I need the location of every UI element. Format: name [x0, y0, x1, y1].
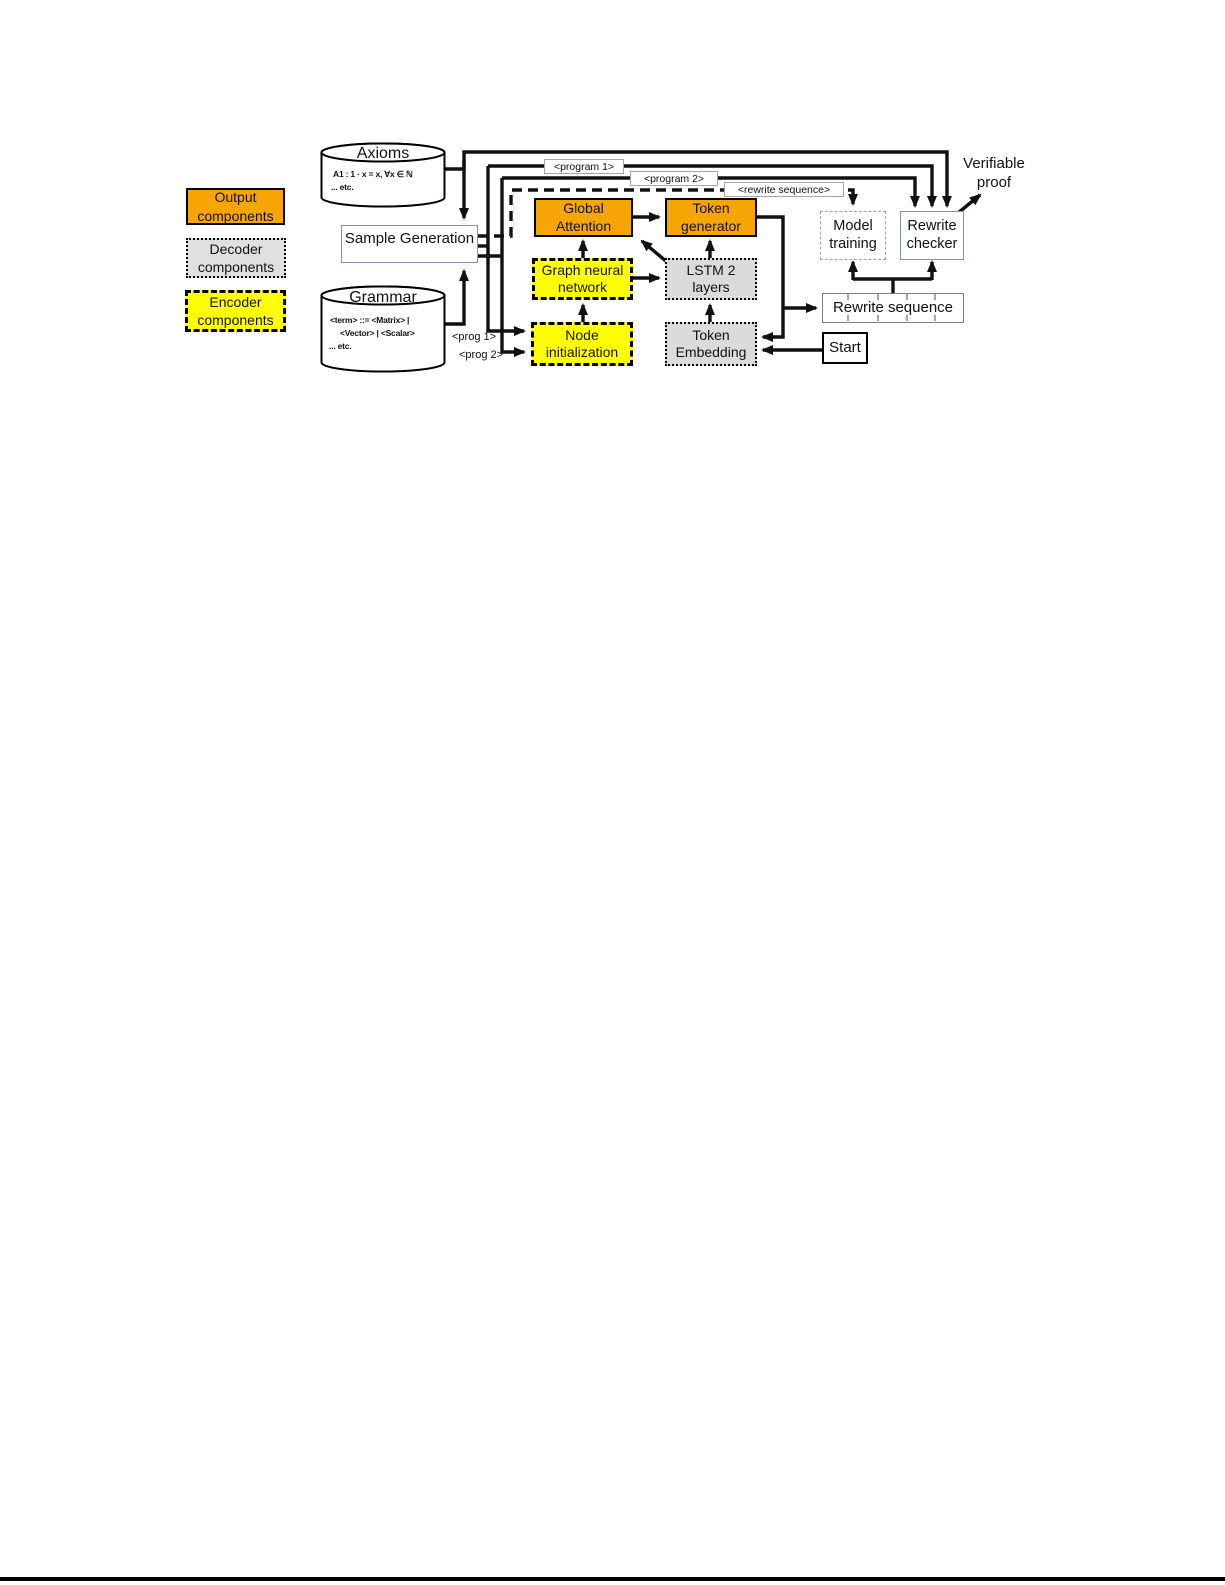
rewrite-sequence-cell-ticks — [823, 294, 962, 321]
global-attention-box — [534, 198, 633, 237]
start-box — [822, 332, 868, 364]
token-embedding-box — [665, 322, 757, 366]
prog1-edge-label — [452, 331, 496, 343]
legend-encoder-label: Encoder components — [197, 293, 274, 328]
grammar-content-line1: <term> ::= <Matrix> | — [330, 315, 410, 325]
edge-rewrite-sequence-split — [853, 279, 932, 293]
global-attention-label: Global Attention — [555, 200, 612, 234]
edge-program2-to-node-initialization — [502, 178, 524, 352]
axioms-title: Axioms — [356, 145, 410, 162]
axioms-content-line1: A1 : 1 · x = x, ∀x ∈ ℕ — [333, 169, 413, 179]
model-training-label: Model training — [829, 217, 877, 252]
rewrite-sequence-edge-label-text: <rewrite sequence> — [737, 183, 831, 196]
model-training-box — [820, 211, 886, 260]
token-generator-label: Token generator — [681, 200, 741, 234]
verifiable-proof-annotation: Verifiable proof — [963, 155, 1025, 191]
sample-generation-box — [341, 225, 478, 263]
program1-edge-label-text: <program 1> — [553, 160, 615, 173]
start-label: Start — [829, 338, 861, 356]
grammar-datastore — [320, 285, 446, 373]
page-bottom-rule — [0, 1577, 1225, 1581]
prog1-edge-label-text: <prog 1> — [452, 331, 497, 343]
edge-token-generator-to-token-embedding — [757, 217, 783, 337]
legend-output-label: Output components — [197, 189, 274, 224]
program2-edge-label-text: <program 2> — [643, 172, 705, 185]
graph-neural-network-box — [532, 258, 633, 300]
prog2-edge-label — [459, 349, 503, 361]
legend-encoder-components — [185, 290, 286, 332]
edge-grammar-to-sample-generation — [445, 271, 464, 324]
rewrite-sequence-label: Rewrite sequence — [832, 298, 954, 316]
program2-edge-label — [630, 171, 718, 186]
lstm-2-layers-box — [665, 258, 757, 300]
token-embedding-label: Token Embedding — [675, 326, 747, 360]
rewrite-sequence-box — [822, 293, 964, 323]
rewrite-checker-box — [900, 211, 964, 260]
rewrite-checker-label: Rewrite checker — [906, 217, 958, 252]
grammar-content-line3: ... etc. — [329, 341, 352, 351]
graph-neural-network-label: Graph neural network — [541, 261, 624, 295]
grammar-content-line2: <Vector> | <Scalar> — [340, 328, 415, 338]
sample-generation-label: Sample Generation — [344, 230, 475, 247]
token-generator-box — [665, 198, 757, 237]
grammar-title: Grammar — [349, 289, 417, 306]
node-initialization-label: Node initialization — [545, 326, 619, 360]
rewrite-sequence-edge-label — [724, 182, 844, 197]
program1-edge-label — [544, 159, 624, 174]
axioms-datastore — [320, 142, 446, 208]
legend-output-components — [186, 188, 285, 225]
lstm-2-layers-label: LSTM 2 layers — [686, 261, 736, 295]
node-initialization-box — [531, 322, 633, 366]
axioms-content-line2: ... etc. — [331, 182, 354, 192]
legend-decoder-components — [186, 238, 286, 278]
legend-decoder-label: Decoder components — [197, 240, 275, 275]
edge-lstm-to-global-attention — [642, 241, 667, 262]
prog2-edge-label-text: <prog 2> — [459, 349, 504, 361]
